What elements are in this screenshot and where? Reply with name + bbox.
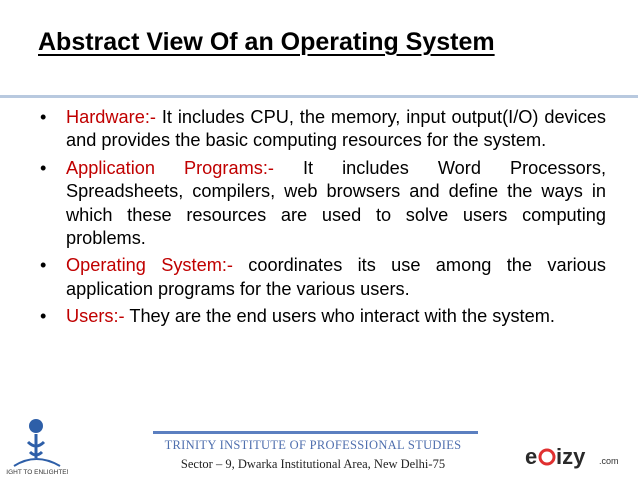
eazy-logo (523, 442, 631, 472)
bullet-term: Users:- (66, 306, 130, 327)
svg-text:LIGHT TO ENLIGHTEN: LIGHT TO ENLIGHTEN (6, 469, 68, 476)
institute-logo (6, 412, 68, 478)
title-divider (0, 95, 638, 98)
slide-title: Abstract View Of an Operating System (38, 28, 495, 56)
eazy-logo-icon (523, 442, 631, 472)
bullet-dot: • (40, 107, 47, 127)
bullet-item-hardware (40, 106, 606, 153)
footer-institute-name: TRINITY INSTITUTE OF PROFESSIONAL STUDIES (164, 438, 462, 452)
bullet-text: It includes CPU, the memory, input output(I/O) devices and provides the basic computing resources for the system. (66, 107, 606, 151)
bullet-dot: • (40, 157, 47, 178)
bullet-item-users (40, 305, 606, 328)
bullet-term: Hardware:- (66, 107, 162, 127)
institute-logo-icon (6, 412, 68, 478)
svg-text:.com: .com (599, 456, 619, 466)
footer-address: Sector – 9, Dwarka Institutional Area, New Delhi-75 (180, 457, 446, 471)
bullet-term: Operating System:- (66, 255, 249, 276)
bullet-item-application-programs (40, 157, 606, 251)
svg-text:izy: izy (556, 444, 586, 469)
bullet-item-operating-system (40, 254, 606, 301)
svg-text:e: e (525, 444, 538, 469)
bullet-text: They are the end users who interact with the system. (129, 306, 555, 327)
bullet-text: It includes Word Processors, Spreadsheets, compilers, web browsers and define the ways in which these resources are used to solve users computing problems. (66, 157, 607, 249)
footer-divider (153, 431, 478, 434)
bullet-dot: • (40, 255, 47, 276)
bullet-dot: • (40, 306, 47, 327)
bullet-text: coordinates its use among the various application programs for the various users. (66, 255, 606, 299)
bullet-list (40, 106, 606, 333)
bullet-term: Application Programs:- (66, 157, 303, 178)
